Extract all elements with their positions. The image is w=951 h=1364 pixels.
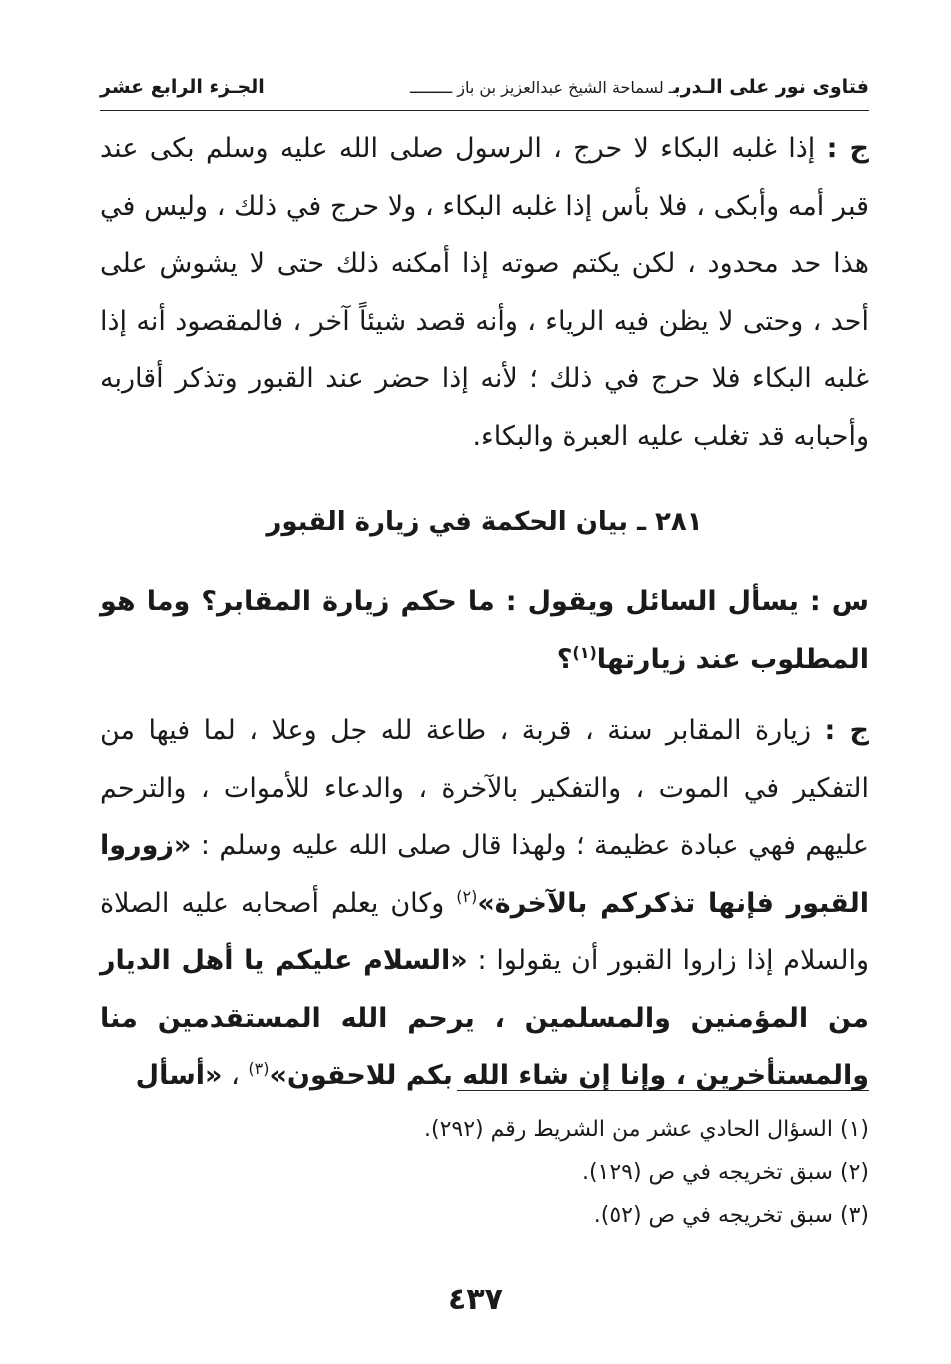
footnote-ref-2[interactable]: (٢) [456,886,478,906]
footnote-ref-1[interactable]: (١) [572,642,597,662]
hadith-quote-2: «السلام عليكم يا أهل الديار من المؤمنين والمسلمين ، يرحم الله المستقدمين منا والمستأخرين ، وإنا إن شاء الله بكم للاحقون» [100,945,869,1091]
answer-paragraph-2 [100,702,869,1105]
running-header [100,70,869,111]
section-heading: ٢٨١ ـ بيان الحكمة في زيارة القبور [266,507,703,537]
footnotes [100,1108,869,1237]
page-number: ٤٣٧ [448,1282,503,1317]
question-paragraph [100,573,869,688]
answer-marker: ج : [824,715,869,746]
question-end: ؟ [556,643,573,675]
main-text [100,120,869,1105]
answer-text-part-3: ، [231,1060,240,1091]
header-volume: الجـزء الرابع عشر [100,76,265,98]
book-title: فتاوى نور على الـدرب [673,76,869,98]
answer-text-part-2: وكان يعلم أصحابه عليه الصلاة والسلام إذا زاروا القبور أن يقولوا : [100,887,869,976]
footnote-2: (٢) سبق تخريجه في ص (١٢٩). [581,1160,869,1185]
footnote-1: (١) السؤال الحادي عشر من الشريط رقم (٢٩٢). [423,1117,869,1142]
footnote-ref-3[interactable]: (٣) [248,1059,270,1078]
answer-paragraph-1 [100,120,869,465]
header-title [410,76,869,98]
question-text: س : يسأل السائل ويقول : ما حكم زيارة المقابر؟ وما هو المطلوب عند زيارتها [100,586,869,675]
header-author: ـ لسماحة الشيخ عبدالعزيز بن باز ـــــــــ [409,78,674,97]
hadith-quote-1: «زوروا القبور فإنها تذكركم بالآخرة» [100,830,869,919]
answer-marker: ج : [826,133,869,164]
footnote-divider [457,1090,869,1091]
footnote-3: (٣) سبق تخريجه في ص (٥٢). [593,1203,869,1228]
answer-text: إذا غلبه البكاء لا حرج ، الرسول صلى الله عليه وسلم بكى عند قبر أمه وأبكى ، فلا بأس إذا غلبه البكاء ، ولا حرج في ذلك ، وليس في هذا حد محدود ، لكن يكتم صوته إذا أمكنه ذلك حتى لا يشوش على أحد ، وحتى لا يظن فيه الرياء ، وأنه قصد شيئاً آخر ، فالمقصود أنه إذا غلبه البكاء فلا حرج في ذلك ؛ لأنه إذا حضر عند القبور وتذكر أقاربه وأحبابه قد تغلب عليه العبرة والبكاء. [100,133,869,452]
hadith-quote-3-start: «أسأل [135,1060,223,1091]
answer-text-part-1: زيارة المقابر سنة ، قربة ، طاعة لله جل وعلا ، لما فيها من التفكير في الموت ، والتفكير بالآخرة ، والدعاء للأموات ، والترحم عليهم فهي عبادة عظيمة ؛ ولهذا قال صلى الله عليه وسلم : [100,715,869,861]
